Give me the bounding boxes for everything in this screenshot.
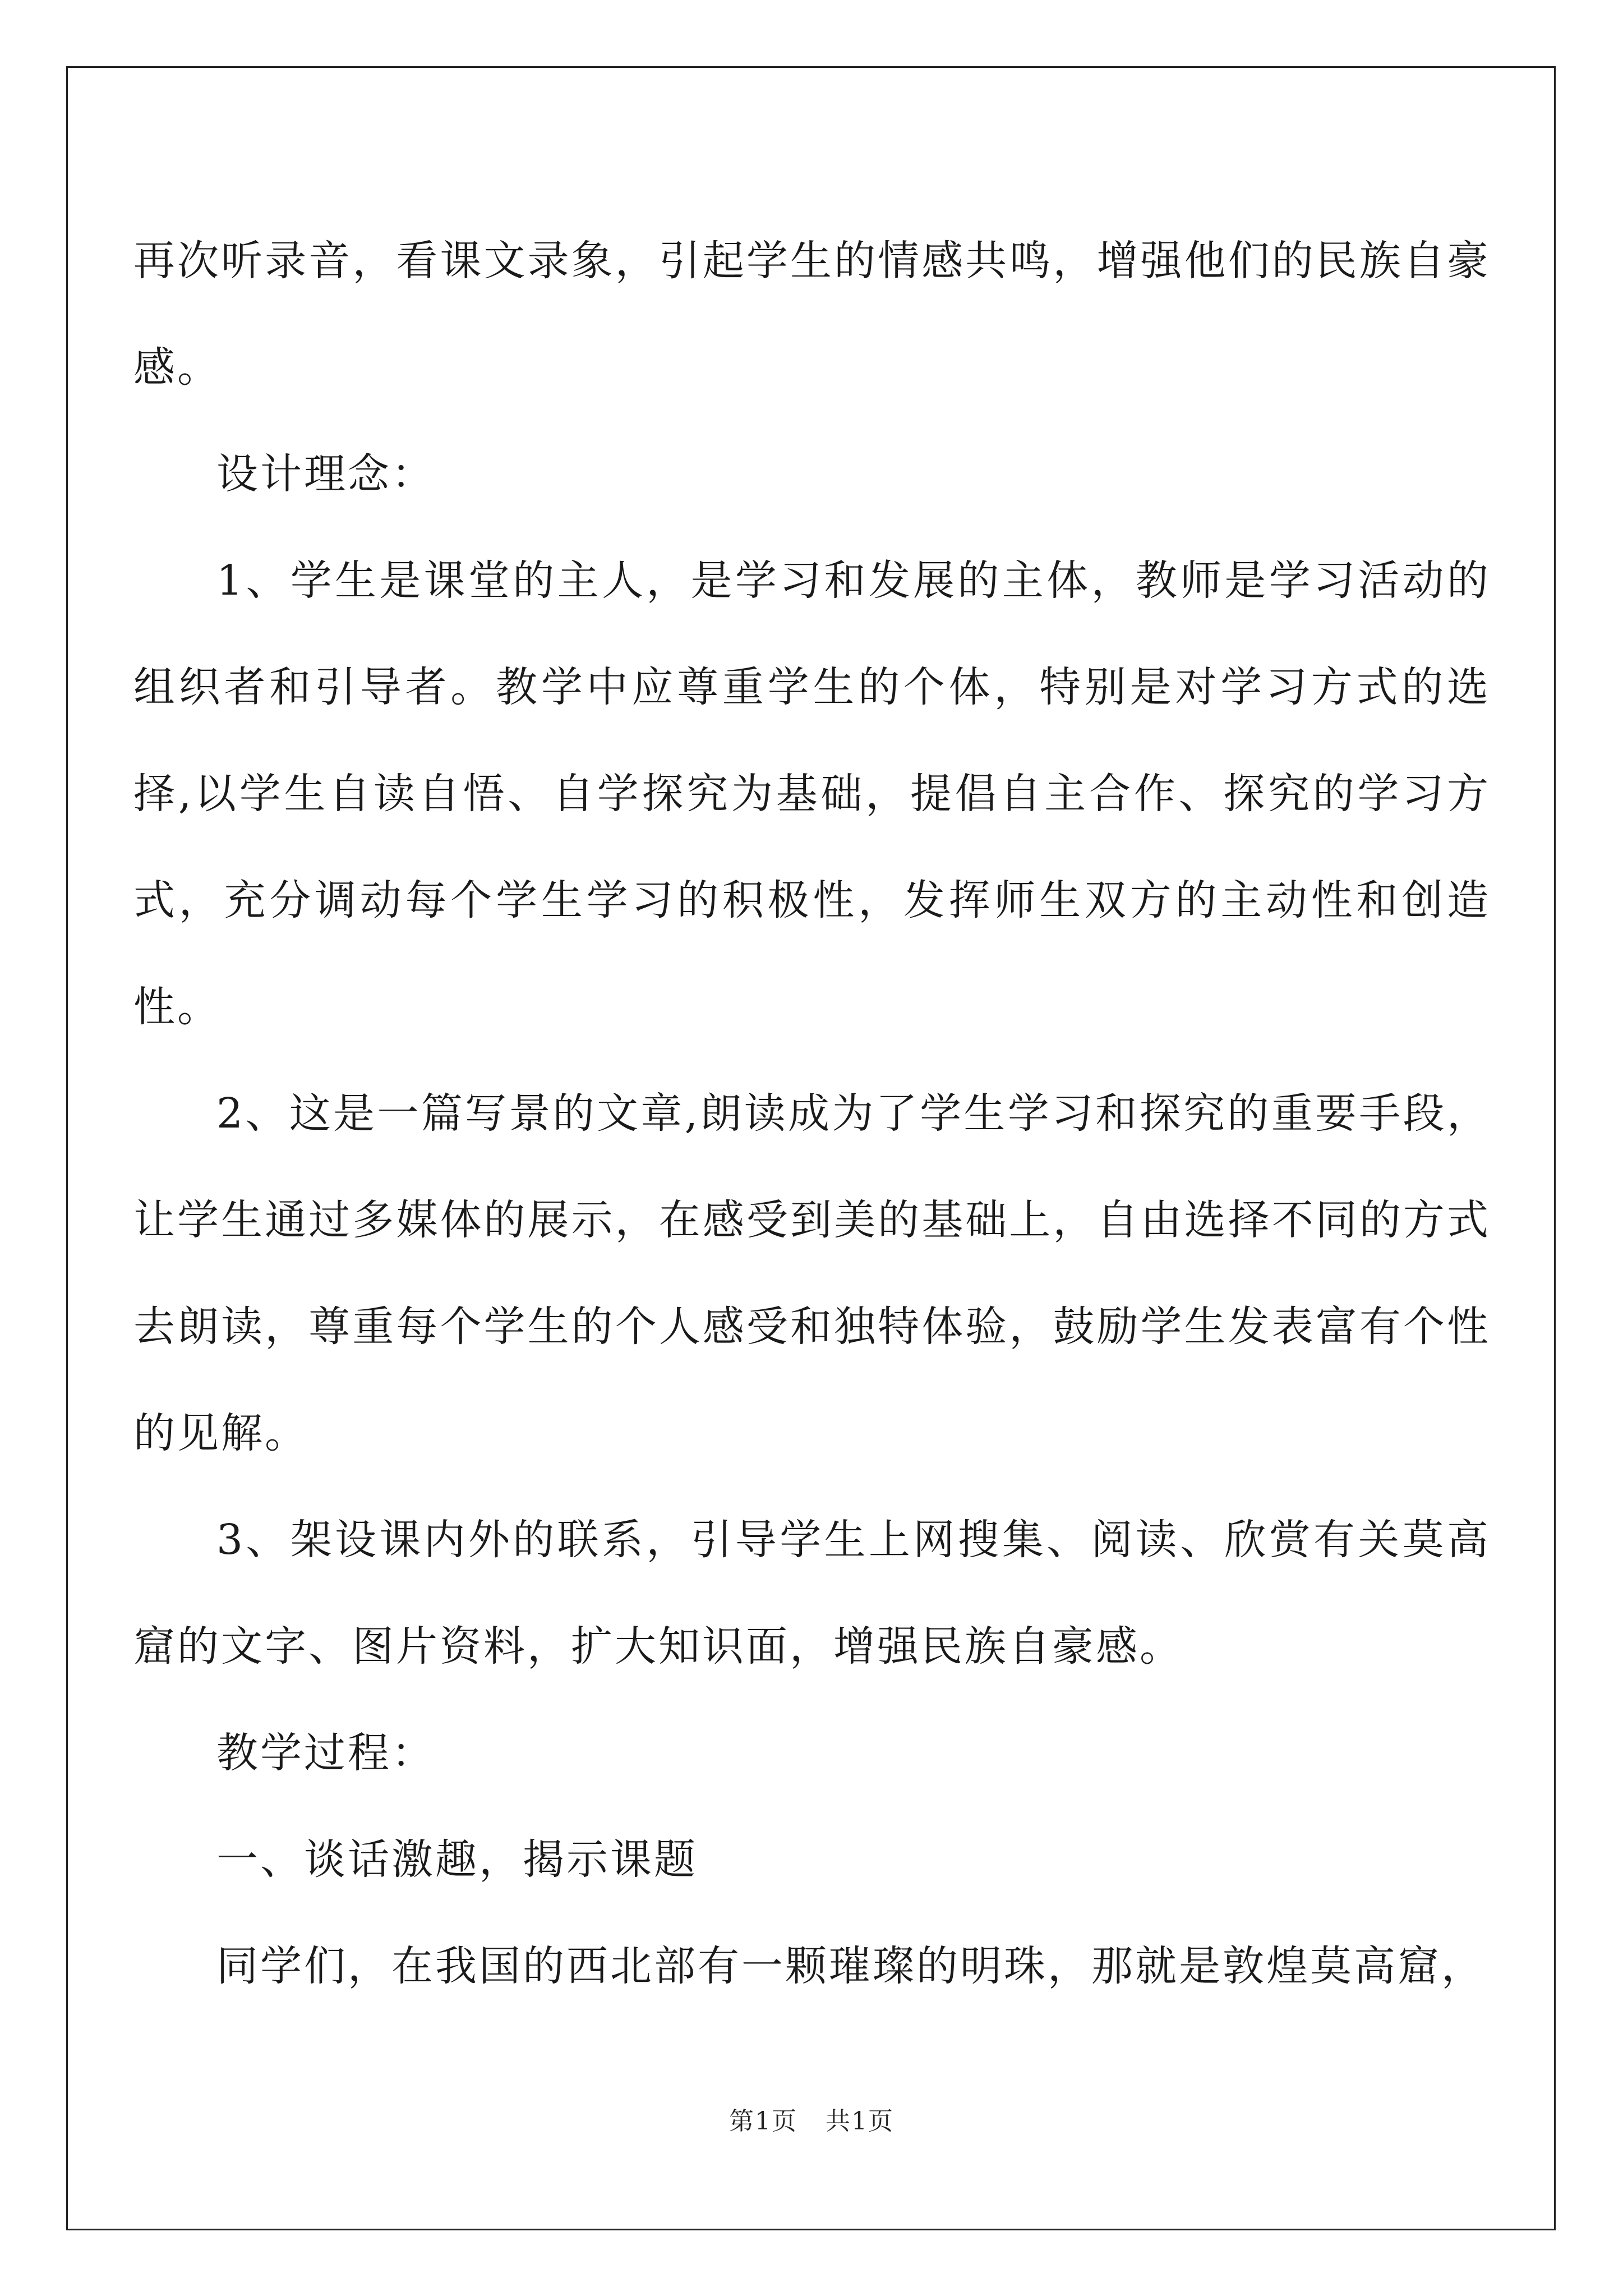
paragraph-concept-3: 3、架设课内外的联系，引导学生上网搜集、阅读、欣赏有关莫高窟的文字、图片资料，扩大知识面，增强民族自豪感。: [133, 1516, 1491, 1671]
page-footer: [0, 2101, 1623, 2137]
paragraph-concept-1: 1、学生是课堂的主人，是学习和发展的主体，教师是学习活动的组织者和引导者。教学中应尊重学生的个体，特别是对学习方式的选择,以学生自读自悟、自学探究为基础，提倡自主合作、探究的学习方式，充分调动每个学生学习的积极性，发挥师生双方的主动性和创造性。: [133, 556, 1491, 1031]
heading-design-concept: 设计理念：: [216, 450, 435, 498]
document-body: [133, 208, 1491, 2019]
paragraph-section-one-text: 同学们，在我国的西北部有一颗璀璨的明珠，那就是敦煌莫高窟，: [216, 1942, 1485, 1990]
heading-section-one: 一、谈话激趣，揭示课题: [216, 1835, 698, 1884]
heading-teaching-process: 教学过程：: [216, 1729, 435, 1777]
paragraph-intro-end: 再次听录音，看课文录象，引起学生的情感共鸣，增强他们的民族自豪感。: [133, 237, 1491, 392]
page-number: 第1页: [729, 2107, 797, 2136]
page-total: 共1页: [826, 2107, 894, 2136]
paragraph-concept-2: 2、这是一篇写景的文章,朗读成为了学生学习和探究的重要手段，让学生通过多媒体的展示，在感受到美的基础上，自由选择不同的方式去朗读，尊重每个学生的个人感受和独特体验，鼓励学生发表富有个性的见解。: [133, 1089, 1491, 1457]
